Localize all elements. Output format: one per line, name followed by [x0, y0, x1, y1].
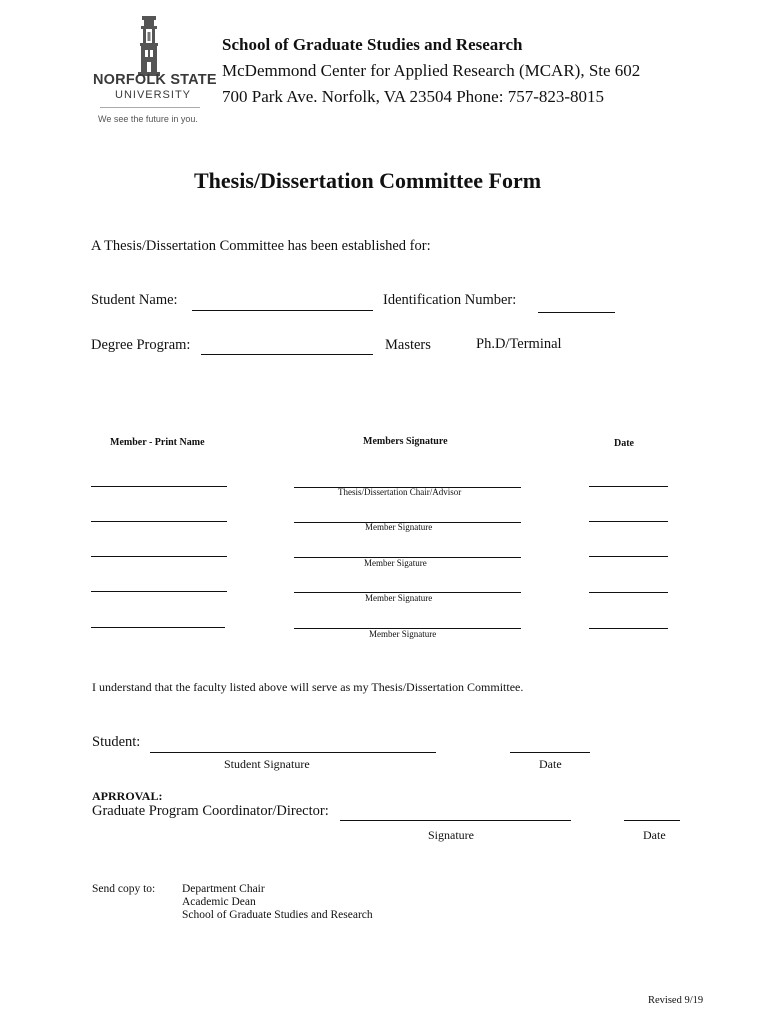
coordinator-date-field[interactable]	[624, 820, 680, 821]
understanding-statement: I understand that the faculty listed above will serve as my Thesis/Dissertation Committee.	[92, 680, 524, 694]
member-name-field[interactable]	[91, 486, 227, 487]
col-member-name: Member - Print Name	[110, 437, 205, 448]
member-signature-caption: Member Signature	[365, 593, 433, 603]
masters-option[interactable]: Masters	[385, 337, 431, 353]
logo-university: UNIVERSITY	[115, 89, 192, 101]
student-signature-caption: Student Signature	[224, 757, 310, 771]
student-date-caption: Date	[539, 757, 562, 771]
coordinator-label: Graduate Program Coordinator/Director:	[92, 803, 329, 819]
member-name-field[interactable]	[91, 521, 227, 522]
intro-text: A Thesis/Dissertation Committee has been established for:	[91, 238, 431, 254]
student-name-label: Student Name:	[91, 292, 178, 308]
col-date: Date	[614, 438, 634, 449]
logo-tagline: We see the future in you.	[98, 114, 198, 124]
coordinator-signature-field[interactable]	[340, 820, 571, 821]
member-date-field[interactable]	[589, 592, 668, 593]
member-signature-caption: Member Signature	[365, 522, 433, 532]
member-date-field[interactable]	[589, 521, 668, 522]
member-date-field[interactable]	[589, 486, 668, 487]
university-logo	[92, 14, 217, 126]
revision-note: Revised 9/19	[648, 995, 704, 1006]
member-date-field[interactable]	[589, 556, 668, 557]
degree-program-label: Degree Program:	[91, 337, 191, 353]
member-signature-caption: Member Signature	[369, 629, 437, 639]
coordinator-date-caption: Date	[643, 828, 666, 842]
degree-program-field[interactable]	[201, 354, 373, 355]
recipient-department-chair: Department Chair	[182, 883, 265, 895]
send-copy-label: Send copy to:	[92, 883, 156, 895]
col-members-signature: Members Signature	[363, 436, 448, 447]
center-name: McDemmond Center for Applied Research (MCAR), Ste 602	[222, 61, 641, 80]
student-signature-field[interactable]	[150, 752, 436, 753]
student-name-field[interactable]	[192, 310, 373, 311]
phd-option[interactable]: Ph.D/Terminal	[476, 336, 562, 352]
member-name-field[interactable]	[91, 591, 227, 592]
student-label: Student:	[92, 734, 141, 750]
id-number-label: Identification Number:	[383, 292, 517, 308]
member-date-field[interactable]	[589, 628, 668, 629]
member-name-field[interactable]	[91, 627, 225, 628]
recipient-academic-dean: Academic Dean	[182, 896, 256, 908]
recipient-graduate-school: School of Graduate Studies and Research	[182, 909, 373, 921]
id-number-field[interactable]	[538, 312, 615, 313]
address-phone: 700 Park Ave. Norfolk, VA 23504 Phone: 757-823-8015	[222, 87, 605, 106]
approval-heading: APRROVAL:	[92, 789, 163, 803]
logo-divider	[100, 107, 200, 108]
chair-advisor-caption: Thesis/Dissertation Chair/Advisor	[338, 487, 462, 497]
coordinator-signature-caption: Signature	[428, 828, 474, 842]
form-title: Thesis/Dissertation Committee Form	[194, 168, 542, 193]
student-date-field[interactable]	[510, 752, 590, 753]
member-name-field[interactable]	[91, 556, 227, 557]
school-name: School of Graduate Studies and Research	[222, 35, 523, 54]
member-signature-caption: Member Sigature	[364, 558, 427, 568]
logo-name: NORFOLK STATE	[93, 72, 217, 88]
